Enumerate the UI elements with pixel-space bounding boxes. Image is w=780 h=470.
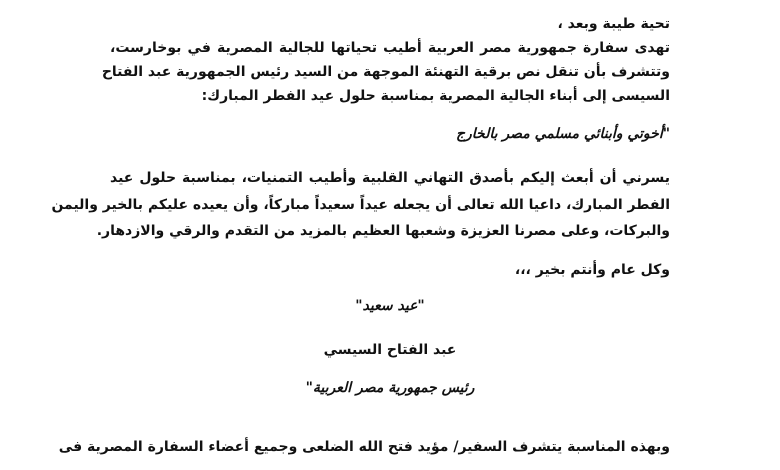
intro-line-1: تهدى سفارة جمهورية مصر العربية أطيب تحياتها للجالية المصرية في بوخارست، (110, 40, 670, 56)
message-line-3: والبركات، وعلى مصرنا العزيزة وشعبها العظيم بالمزيد من التقدم والرقي والازدهار. (96, 223, 670, 239)
signer-title: رئيس جمهورية مصر العربية" (305, 380, 475, 396)
wishes-line: وكل عام وأنتم بخير ،،، (514, 262, 670, 278)
message-line-2: الفطر المبارك، داعيا الله تعالى أن يجعله عيداً سعيداً مباركاً، وأن يعيده عليكم بالخير واليمن (51, 197, 670, 213)
eid-greeting: "عيد سعيد" (355, 298, 425, 314)
greeting: تحية طيبة وبعد ، (557, 16, 670, 32)
intro-line-3: السيسى إلى أبناء الجالية المصرية بمناسبة حلول عيد الفطر المبارك: (201, 88, 670, 104)
message-line-1: يسرني أن أبعث إليكم بأصدق التهاني القلبية وأطيب التمنيات، بمناسبة حلول عيد (110, 170, 670, 186)
signer-name: عبد الفتاح السيسي (323, 342, 457, 358)
salutation: "أخوتي وأبنائي مسلمي مصر بالخارج (455, 126, 670, 142)
closing-line-1: وبهذه المناسبة يتشرف السفير/ مؤيد فتح الله الضلعى وجميع أعضاء السفارة المصرية فى (58, 439, 670, 455)
intro-line-2: وتتشرف بأن تنقل نص برقية التهنئة الموجهة من السيد رئيس الجمهورية عبد الفتاح (101, 64, 670, 80)
